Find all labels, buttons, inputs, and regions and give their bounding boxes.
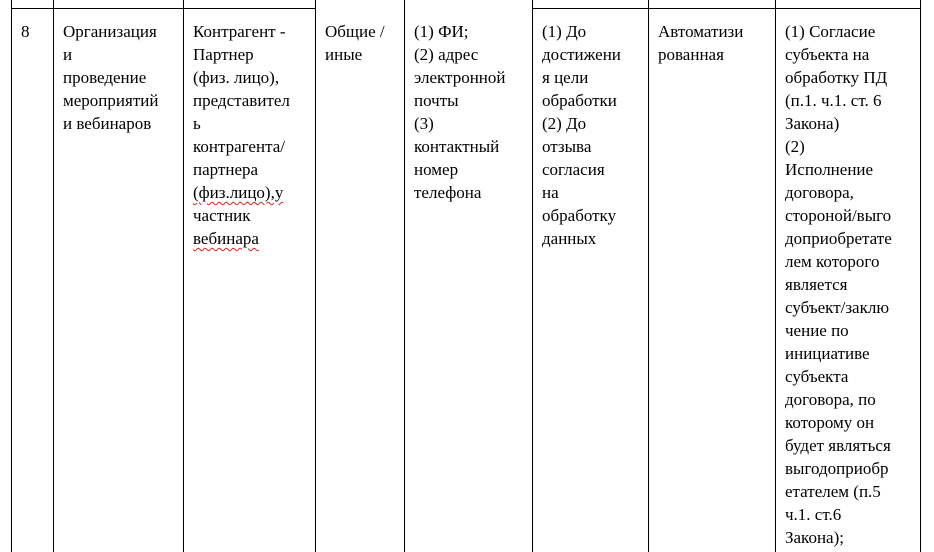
- retention-line: обработки: [542, 91, 617, 110]
- retention-line: достижени: [542, 45, 621, 64]
- legal-basis-line: будет являться: [785, 436, 891, 455]
- purpose-line: мероприятий: [63, 91, 159, 110]
- legal-basis-line: инициативе: [785, 344, 870, 363]
- legal-basis-line: ч.1. ст.6: [785, 505, 842, 524]
- retention-line: данных: [542, 229, 597, 248]
- legal-basis-line: (п.1. ч.1. ст. 6: [785, 91, 882, 110]
- retention-line: согласия: [542, 160, 605, 179]
- cell-retention: [542, 20, 647, 250]
- legal-basis-line: (2): [785, 137, 805, 156]
- row-number: 8: [21, 22, 30, 41]
- cell-row-number: [21, 20, 49, 43]
- retention-line: (1) До: [542, 22, 587, 41]
- legal-basis-line: чение по: [785, 321, 849, 340]
- legal-basis-line: доприобретате: [785, 229, 892, 248]
- subjects-line: партнера: [193, 160, 259, 179]
- grid-line-8: [920, 0, 921, 552]
- retention-line: на: [542, 183, 559, 202]
- legal-basis-line: (1) Согласие: [785, 22, 876, 41]
- cell-purpose: [63, 20, 181, 135]
- purpose-line: проведение: [63, 68, 147, 87]
- retention-line: я цели: [542, 68, 589, 87]
- legal-basis-line: Закона): [785, 114, 840, 133]
- data-list-line: телефона: [414, 183, 482, 202]
- top-border-right: [532, 8, 921, 9]
- method-line: рованная: [658, 45, 724, 64]
- subjects-line-spellcheck: (физ.лицо),у: [193, 183, 284, 202]
- legal-basis-line: договора, по: [785, 390, 876, 409]
- subjects-line: Контрагент -: [193, 22, 286, 41]
- cell-subjects: [193, 20, 313, 250]
- legal-basis-line: Исполнение: [785, 160, 874, 179]
- purpose-line: Организация: [63, 22, 157, 41]
- retention-line: отзыва: [542, 137, 592, 156]
- grid-line-7: [775, 0, 776, 552]
- legal-basis-line: субъекта: [785, 367, 849, 386]
- legal-basis-line: субъект/заклю: [785, 298, 890, 317]
- method-line: Автоматизи: [658, 22, 744, 41]
- legal-basis-line: лем которого: [785, 252, 880, 271]
- subjects-line-spellcheck: вебинара: [193, 229, 259, 248]
- purpose-line: и вебинаров: [63, 114, 152, 133]
- legal-basis-line: договора,: [785, 183, 854, 202]
- top-border-left: [11, 8, 316, 9]
- subjects-line: ь: [193, 114, 201, 133]
- grid-line-3: [315, 0, 316, 552]
- grid-line-6: [648, 0, 649, 552]
- grid-line-1: [53, 0, 54, 552]
- cell-method: [658, 20, 774, 66]
- legal-basis-line: субъекта на: [785, 45, 870, 64]
- subjects-line: представител: [193, 91, 290, 110]
- data-list-line: почты: [414, 91, 459, 110]
- category-line: иные: [325, 45, 363, 64]
- category-line: Общие /: [325, 22, 385, 41]
- retention-line: (2) До: [542, 114, 587, 133]
- data-list-line: (1) ФИ;: [414, 22, 469, 41]
- legal-basis-line: является: [785, 275, 848, 294]
- legal-basis-line: етателем (п.5: [785, 482, 881, 501]
- data-list-line: электронной: [414, 68, 506, 87]
- grid-line-4: [404, 0, 405, 552]
- cell-category: [325, 20, 403, 66]
- grid-line-2: [183, 0, 184, 552]
- data-list-line: (3): [414, 114, 434, 133]
- subjects-line: (физ. лицо),: [193, 68, 280, 87]
- legal-basis-line: обработку ПД: [785, 68, 888, 87]
- legal-basis-line: Закона);: [785, 528, 844, 547]
- retention-line: обработку: [542, 206, 617, 225]
- legal-basis-line: стороной/выго: [785, 206, 892, 225]
- data-list-line: (2) адрес: [414, 45, 479, 64]
- subjects-line: Партнер: [193, 45, 254, 64]
- legal-basis-line: которому он: [785, 413, 875, 432]
- grid-line-0: [11, 0, 12, 552]
- grid-line-5: [532, 0, 533, 552]
- subjects-line: частник: [193, 206, 251, 225]
- cell-data-list: [414, 20, 531, 204]
- cell-legal-basis: [785, 20, 919, 549]
- purpose-line: и: [63, 45, 73, 64]
- data-list-line: контактный: [414, 137, 500, 156]
- legal-basis-line: выгодоприобр: [785, 459, 889, 478]
- data-list-line: номер: [414, 160, 459, 179]
- subjects-line: контрагента/: [193, 137, 285, 156]
